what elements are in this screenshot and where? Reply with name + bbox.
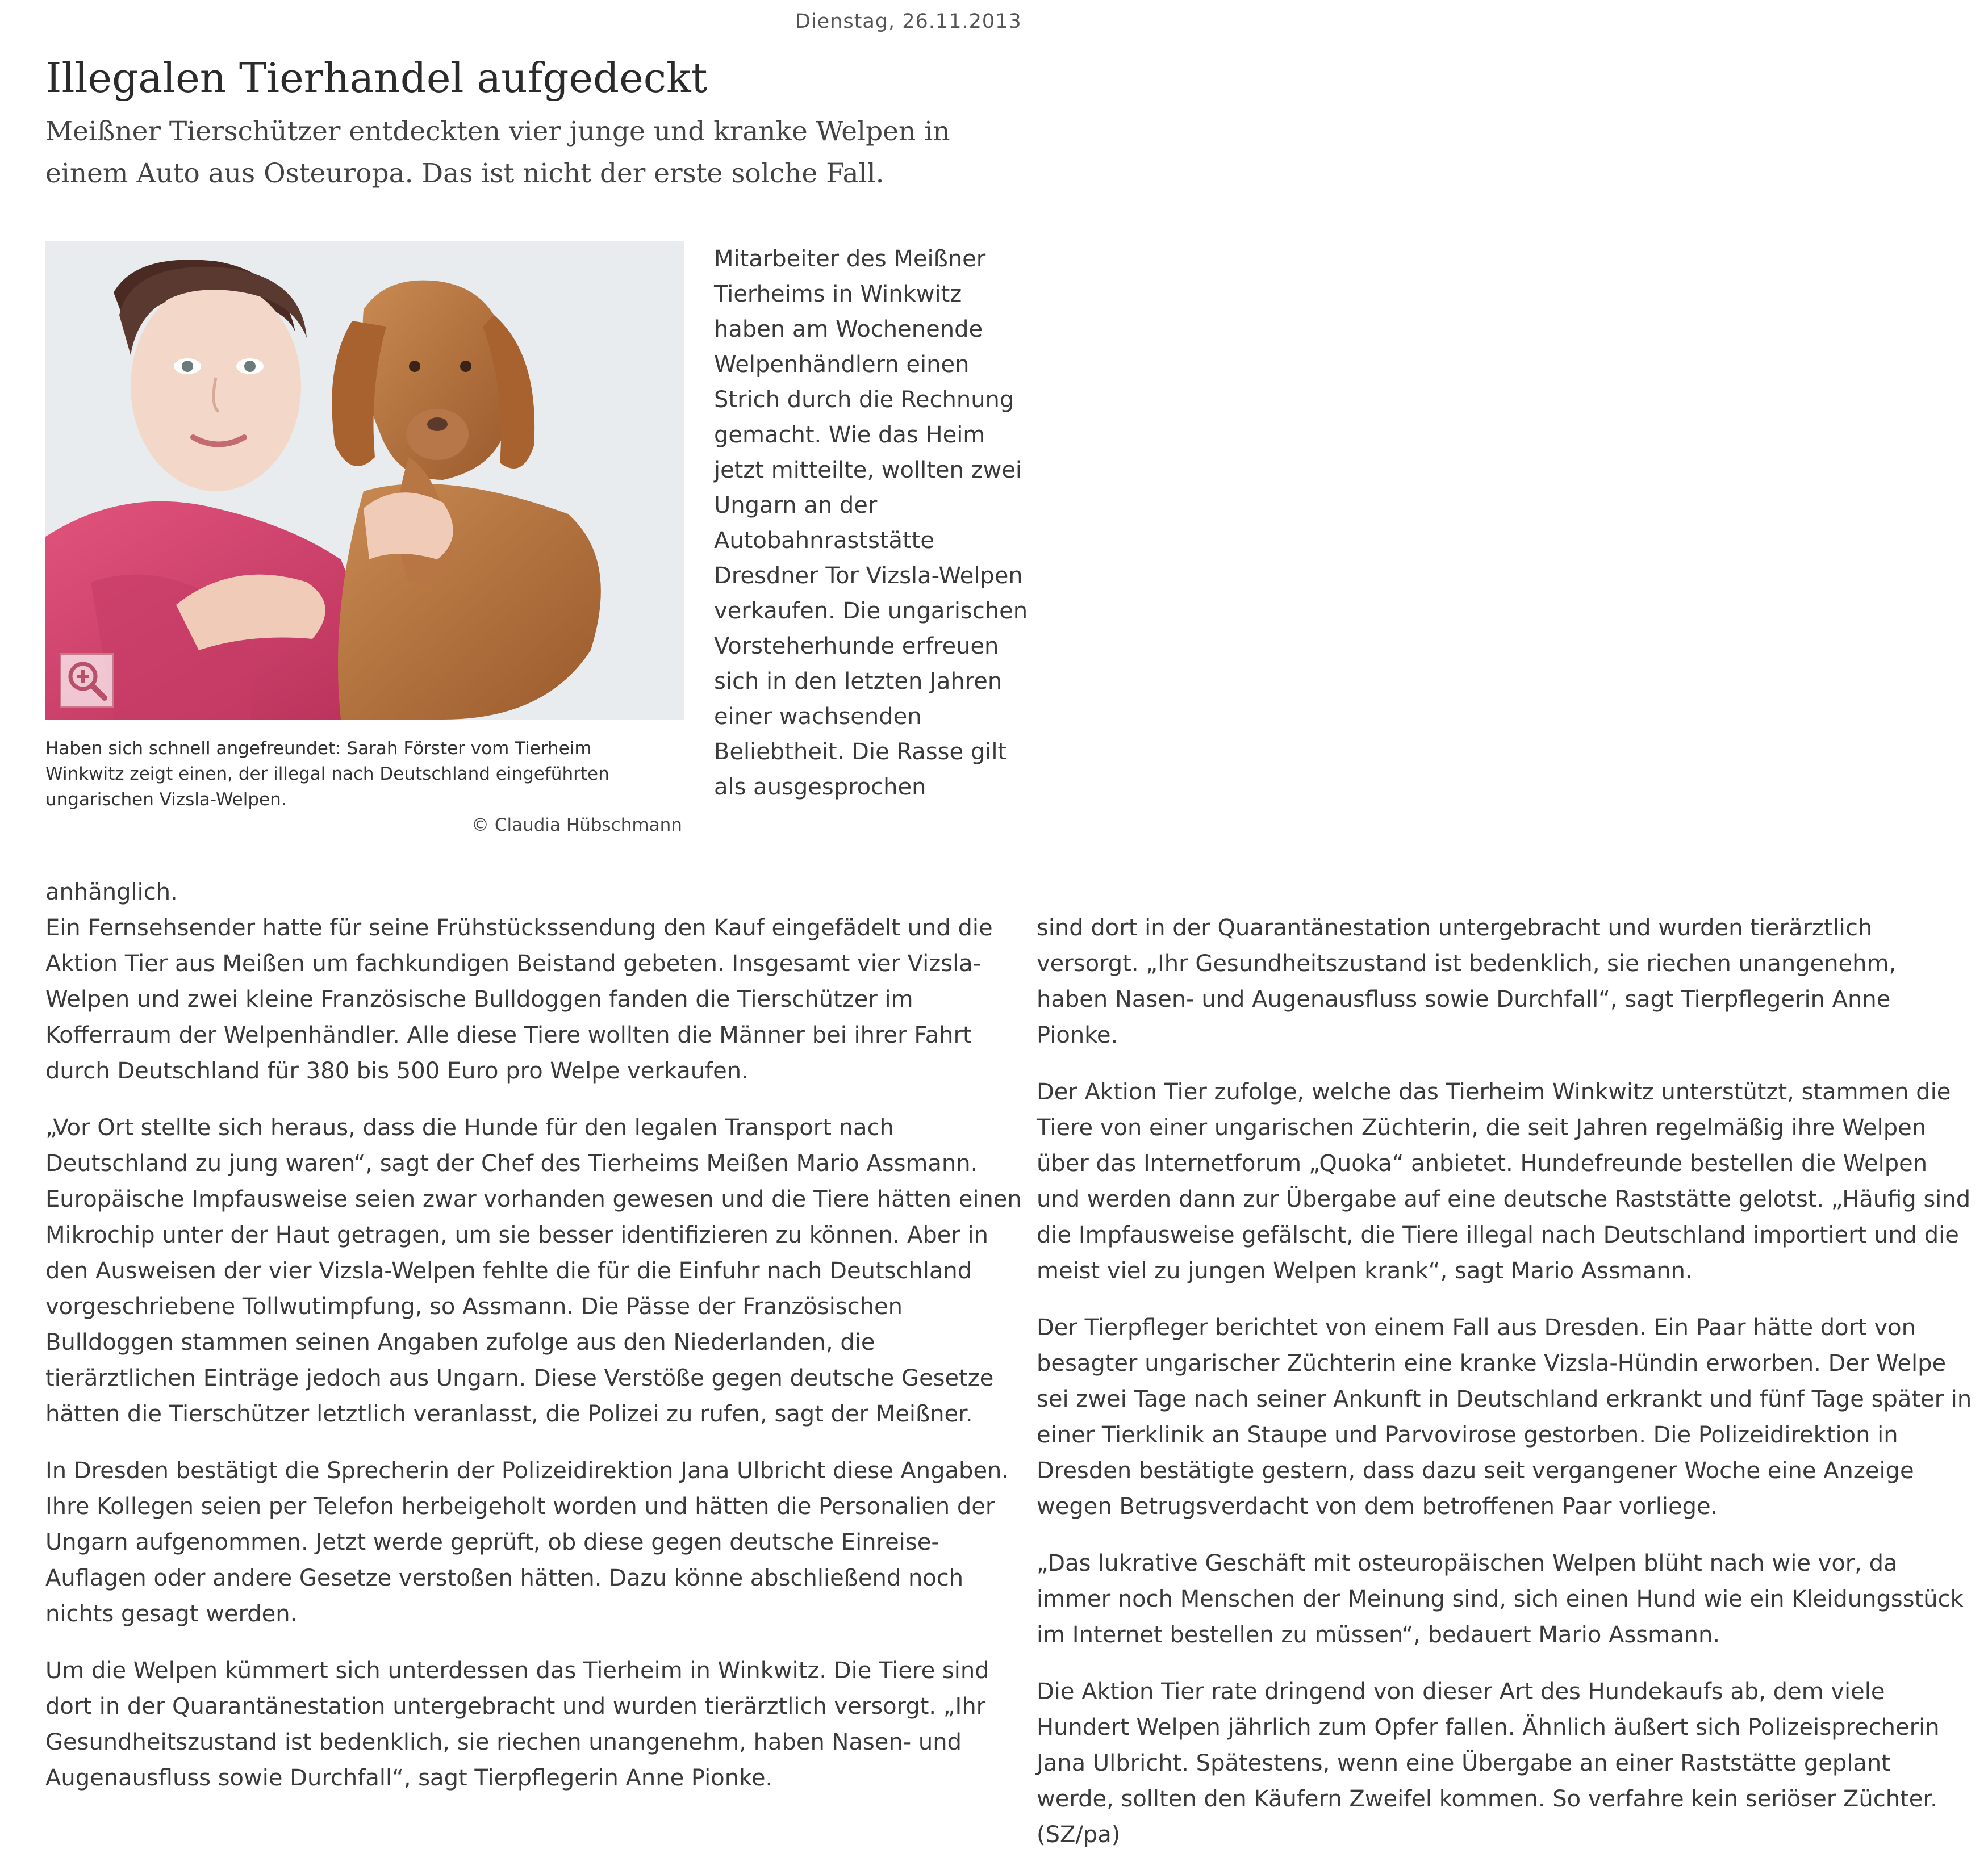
lead-continuation: anhänglich. — [45, 879, 178, 905]
photo-credit: © Claudia Hübschmann — [471, 815, 682, 835]
lead-paragraph — [714, 241, 1032, 805]
article-column-right — [1037, 910, 1974, 1874]
date-line: Dienstag, 26.11.2013 — [795, 10, 1022, 33]
lead-text: Mitarbeiter des Meißner Tierheims in Winkwitz haben am Wochenende Welpenhändlern einen Strich durch die Rechnung gemacht. Wie das Heim jetzt mitteilte, wollten zwei Ungarn an der Autobahnraststätte Dresdner Tor Vizsla-Welpen verkaufen. Die ungarischen Vorsteherhunde erfreuen sich in den letzten Jahren einer wachsenden Beliebtheit. Die Rasse gilt als ausgesprochen — [714, 246, 1028, 800]
zoom-in-icon[interactable] — [60, 653, 114, 708]
article-photo[interactable] — [45, 241, 684, 720]
paragraph: Der Tierpfleger berichtet von einem Fall aus Dresden. Ein Paar hätte dort von besagter ungarischer Züchterin eine kranke Vizsla-Hündin erworben. Der Welpe sei zwei Tage nach seiner Ankunft in Deutschland erkrankt und fünf Tage später in einer Tierklinik an Staupe und Parvovirose gestorben. Die Polizeidirektion in Dresden bestätigte gestern, dass dazu seit vergangener Woche eine Anzeige wegen Betrugsverdacht von dem betroffenen Paar vorliege. — [1037, 1315, 1972, 1520]
paragraph: „Das lukrative Geschäft mit osteuropäischen Welpen blüht nach wie vor, da immer noch Menschen der Meinung sind, sich einen Hund wie ein Kleidungsstück im Internet bestellen zu müssen“, bedauert Mario Assmann. — [1037, 1550, 1964, 1648]
headline: Illegalen Tierhandel aufgedeckt — [45, 54, 708, 102]
paragraph: Um die Welpen kümmert sich unterdessen das Tierheim in Winkwitz. Die Tiere sind dort in der Quarantänestation untergebracht und wurden tierärztlich versorgt. „Ihr Gesundheitszustand ist bedenklich, sie riechen unangenehm, haben Nasen- und Augenausfluss sowie Durchfall“, sagt Tierpflegerin Anne Pionke. — [45, 1658, 989, 1791]
subheadline: Meißner Tierschützer entdeckten vier junge und kranke Welpen in einem Auto aus Osteuropa. Das ist nicht der erste solche Fall. — [45, 116, 950, 189]
article-column-left — [45, 910, 1022, 1817]
paragraph: sind dort in der Quarantänestation untergebracht und wurden tierärztlich versorgt. „Ihr Gesundheitszustand ist bedenklich, sie riechen unangenehm, haben Nasen- und Augenausfluss sowie Durchfall“, sagt Tierpflegerin Anne Pionke. — [1037, 915, 1897, 1048]
paragraph: Der Aktion Tier zufolge, welche das Tierheim Winkwitz unterstützt, stammen die Tiere von einer ungarischen Züchterin, die seit Jahren regelmäßig ihre Welpen über das Internetforum „Quoka“ anbietet. Hundefreunde bestellen die Welpen und werden dann zur Übergabe auf eine deutsche Raststätte gelotst. „Häufig sind die Impfausweise gefälscht, die Tiere illegal nach Deutschland importiert und die meist viel zu jungen Welpen krank“, sagt Mario Assmann. — [1037, 1079, 1971, 1284]
paragraph: Ein Fernsehsender hatte für seine Frühstückssendung den Kauf eingefädelt und die Aktion Tier aus Meißen um fachkundigen Beistand gebeten. Insgesamt vier Vizsla-Welpen und zwei kleine Französische Bulldoggen fanden die Tierschützer im Kofferraum der Welpenhändler. Alle diese Tiere wollten die Männer bei ihrer Fahrt durch Deutschland für 380 bis 500 Euro pro Welpe verkaufen. — [45, 915, 993, 1084]
paragraph: „Vor Ort stellte sich heraus, dass die Hunde für den legalen Transport nach Deutschland zu jung waren“, sagt der Chef des Tierheims Meißen Mario Assmann. Europäische Impfausweise seien zwar vorhanden gewesen und die Tiere hätten einen Mikrochip unter der Haut getragen, um sie besser identifizieren zu können. Aber in den Ausweisen der vier Vizsla-Welpen fehlte die für die Einfuhr nach Deutschland vorgeschriebene Tollwutimpfung, so Assmann. Die Pässe der Französischen Bulldoggen stammen seinen Angaben zufolge aus den Niederlanden, die tierärztlichen Einträge jedoch aus Ungarn. Diese Verstöße gegen deutsche Gesetze hätten die Tierschützer letztlich veranlasst, die Polizei zu rufen, sagt der Meißner. — [45, 1115, 1022, 1427]
photo-caption: Haben sich schnell angefreundet: Sarah Förster vom Tierheim Winkwitz zeigt einen, der illegal nach Deutschland eingeführten ungarischen Vizsla-Welpen. — [45, 738, 609, 810]
paragraph: In Dresden bestätigt die Sprecherin der Polizeidirektion Jana Ulbricht diese Angaben. Ihre Kollegen seien per Telefon herbeigeholt worden und hätten die Personalien der Ungarn aufgenommen. Jetzt werde geprüft, ob diese gegen deutsche Einreise-Auflagen oder andere Gesetze verstoßen hätten. Dazu könne abschließend noch nichts gesagt werden. — [45, 1458, 1009, 1627]
paragraph: Die Aktion Tier rate dringend von dieser Art des Hundekaufs ab, dem viele Hundert Welpen jährlich zum Opfer fallen. Ähnlich äußert sich Polizeisprecherin Jana Ulbricht. Spätestens, wenn eine Übergabe an einer Raststätte geplant werde, sollten den Käufern Zweifel kommen. So verfahre kein seriöser Züchter. (SZ/pa) — [1037, 1679, 1940, 1848]
photo-illustration — [45, 241, 684, 720]
